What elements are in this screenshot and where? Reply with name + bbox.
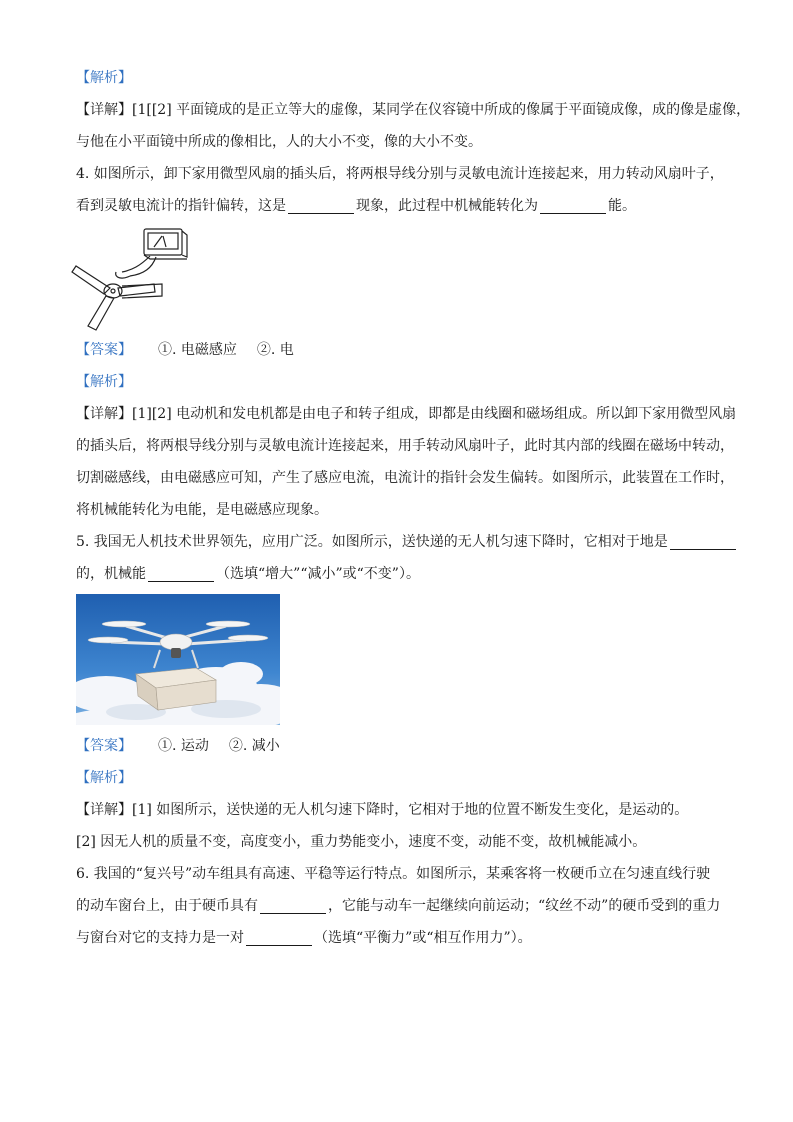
q6-question-line-1: 6. 我国的“复兴号”动车组具有高速、平稳等运行特点。如图所示，某乘客将一枚硬币立在匀速直线行驶 <box>76 866 711 882</box>
q5-blank-2 <box>148 563 214 582</box>
fan-galvanometer-icon <box>70 226 220 334</box>
q4-question-line-2: 看到灵敏电流计的指针偏转，这是 现象，此过程中机械能转化为 能。 <box>76 190 724 222</box>
q5-detail-line-1: 【详解】[1] 如图所示，送快递的无人机匀速下降时，它相对于地的位置不断发生变化，是运动的。 <box>76 802 689 818</box>
q5-answer: 【答案】 ①. 运动 ②. 减小 <box>76 738 280 754</box>
q4-detail-line-3: 切割磁感线，由电磁感应可知，产生了感应电流，电流计的指针会发生偏转。如图所示，此装置在工作时， <box>76 470 734 486</box>
q3-detail-line-1: 【详解】[1[[2] 平面镜成的是正立等大的虚像，某同学在仪容镜中所成的像属于平面镜成像，成的像是虚像， <box>76 102 751 118</box>
q3-detail-line-2: 与他在小平面镜中所成的像相比，人的大小不变，像的大小不变。 <box>76 134 482 150</box>
q4-detail-line-1: 【详解】[1][2] 电动机和发电机都是由电子和转子组成，即都是由线圈和磁场组成。所以卸下家用微型风扇 <box>76 406 737 422</box>
q4-analysis-tag: 【解析】 <box>76 374 132 390</box>
q5-question-line-2: 的，机械能 （选填“增大”“减小”或“不变”）。 <box>76 558 724 590</box>
q5-question-line-1: 5. 我国无人机技术世界领先，应用广泛。如图所示，送快递的无人机匀速下降时，它相对于地是 <box>76 526 724 558</box>
q4-answer: 【答案】 ①. 电磁感应 ②. 电 <box>76 342 294 358</box>
q4-question-line-1: 4. 如图所示，卸下家用微型风扇的插头后，将两根导线分别与灵敏电流计连接起来，用力转动风扇叶子， <box>76 166 724 182</box>
document-page <box>76 62 751 954</box>
q4-blank-2 <box>540 195 606 214</box>
q6-blank-2 <box>246 927 312 946</box>
q6-blank-1 <box>260 895 326 914</box>
delivery-drone-photo <box>76 590 724 730</box>
q6-question-line-3: 与窗台对它的支持力是一对 （选填“平衡力”或“相互作用力”）。 <box>76 922 724 954</box>
q5-detail-line-2: [2] 因无人机的质量不变，高度变小，重力势能变小，速度不变，动能不变，故机械能减小。 <box>76 834 647 850</box>
q4-detail-line-4: 将机械能转化为电能，是电磁感应现象。 <box>76 502 328 518</box>
q6-question-line-2: 的动车窗台上，由于硬币具有 ，它能与动车一起继续向前运动；“纹丝不动”的硬币受到的重力 <box>76 890 724 922</box>
delivery-drone-icon <box>76 594 280 725</box>
fan-galvanometer-figure <box>76 222 724 334</box>
q3-analysis-tag: 【解析】 <box>76 70 132 86</box>
q5-analysis-tag: 【解析】 <box>76 770 132 786</box>
q4-detail-line-2: 的插头后，将两根导线分别与灵敏电流计连接起来，用手转动风扇叶子，此时其内部的线圈在磁场中转动， <box>76 438 734 454</box>
q4-blank-1 <box>288 195 354 214</box>
q5-blank-1 <box>670 531 736 550</box>
